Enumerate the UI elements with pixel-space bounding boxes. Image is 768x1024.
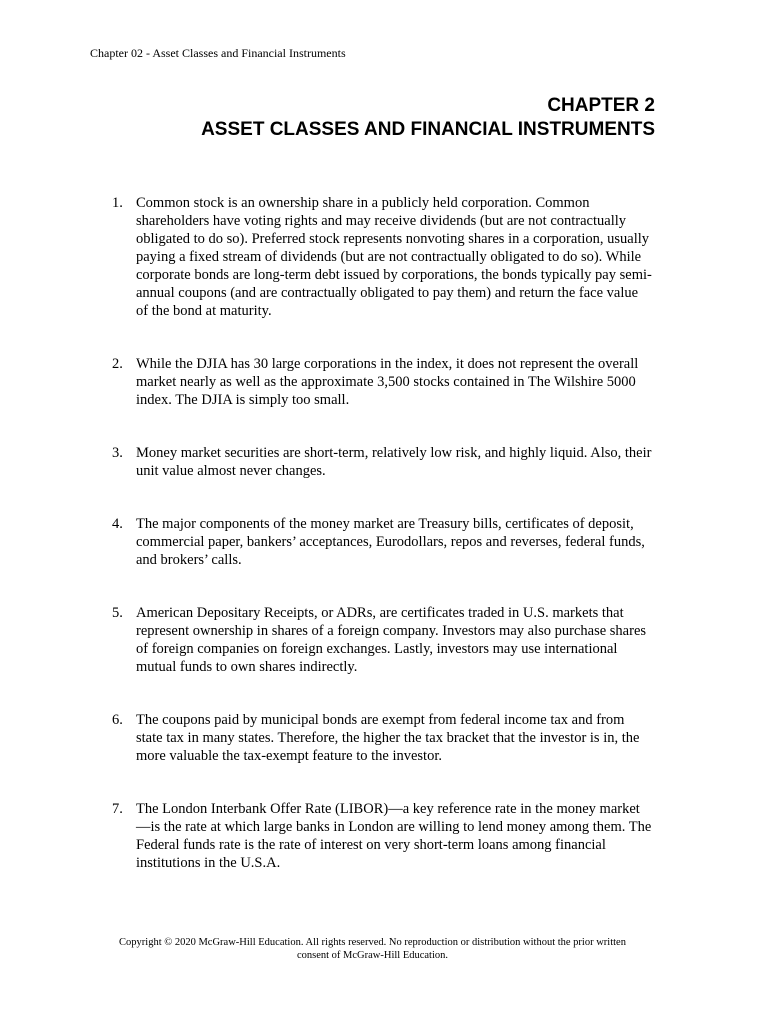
list-item	[112, 194, 652, 320]
list-item	[112, 604, 652, 676]
list-item	[112, 444, 652, 480]
list-item-text: The London Interbank Offer Rate (LIBOR)—a key reference rate in the money market—is the rate at which large banks in London are willing to lend money among them. The Federal funds rate is the rate of interest on very short-term loans among financial institutions in the U.S.A.	[136, 801, 652, 871]
chapter-title-block	[90, 94, 655, 142]
list-item-text: The coupons paid by municipal bonds are exempt from federal income tax and from state tax in many states. Therefore, the higher the tax bracket that the investor is in, the more valuable the tax-exempt feature to the investor.	[136, 712, 640, 764]
list-item-text: American Depositary Receipts, or ADRs, are certificates traded in U.S. markets that represent ownership in shares of a foreign company. Investors may also purchase shares of foreign companies on foreign exchanges. Lastly, investors may use international mutual funds to own shares indirectly.	[136, 605, 647, 675]
list-item-text: Common stock is an ownership share in a publicly held corporation. Common shareholders have voting rights and may receive dividends (but are not contractually obligated to do so). Preferred stock represents nonvoting shares in a corporation, usually paying a fixed stream of dividends (but are not contractually obligated to do so). While corporate bonds are long-term debt issued by corporations, the bonds typically pay semi-annual coupons (and are contractually obligated to pay them) and return the face value of the bond at maturity.	[136, 195, 652, 319]
list-item-number: 2.	[112, 356, 123, 372]
copyright-footer	[90, 936, 655, 962]
list-item-text: The major components of the money market are Treasury bills, certificates of deposit, commercial paper, bankers’ acceptances, Eurodollars, repos and reverses, federal funds, and brokers’ calls.	[136, 516, 645, 568]
list-item-number: 7.	[112, 801, 123, 817]
list-item	[112, 800, 652, 872]
copyright-line-2: consent of McGraw-Hill Education.	[296, 950, 449, 961]
chapter-number-heading: CHAPTER 2	[547, 95, 655, 116]
list-item-number: 1.	[112, 195, 123, 211]
list-item-number: 6.	[112, 712, 123, 728]
list-item	[112, 355, 652, 409]
list-item-number: 5.	[112, 605, 123, 621]
list-item-number: 3.	[112, 445, 123, 461]
list-item-text: Money market securities are short-term, relatively low risk, and highly liquid. Also, their unit value almost never changes.	[136, 445, 652, 479]
list-item	[112, 711, 652, 765]
chapter-title-heading: ASSET CLASSES AND FINANCIAL INSTRUMENTS	[201, 119, 655, 140]
running-header: Chapter 02 - Asset Classes and Financial Instruments	[90, 46, 346, 60]
list-item-text: While the DJIA has 30 large corporations in the index, it does not represent the overall market nearly as well as the approximate 3,500 stocks contained in The Wilshire 5000 index. The DJIA is simply too small.	[136, 356, 639, 408]
list-item	[112, 515, 652, 569]
list-item-number: 4.	[112, 516, 123, 532]
copyright-line-1: Copyright © 2020 McGraw-Hill Education. All rights reserved. No reproduction or distribution without the prior written	[119, 937, 626, 948]
